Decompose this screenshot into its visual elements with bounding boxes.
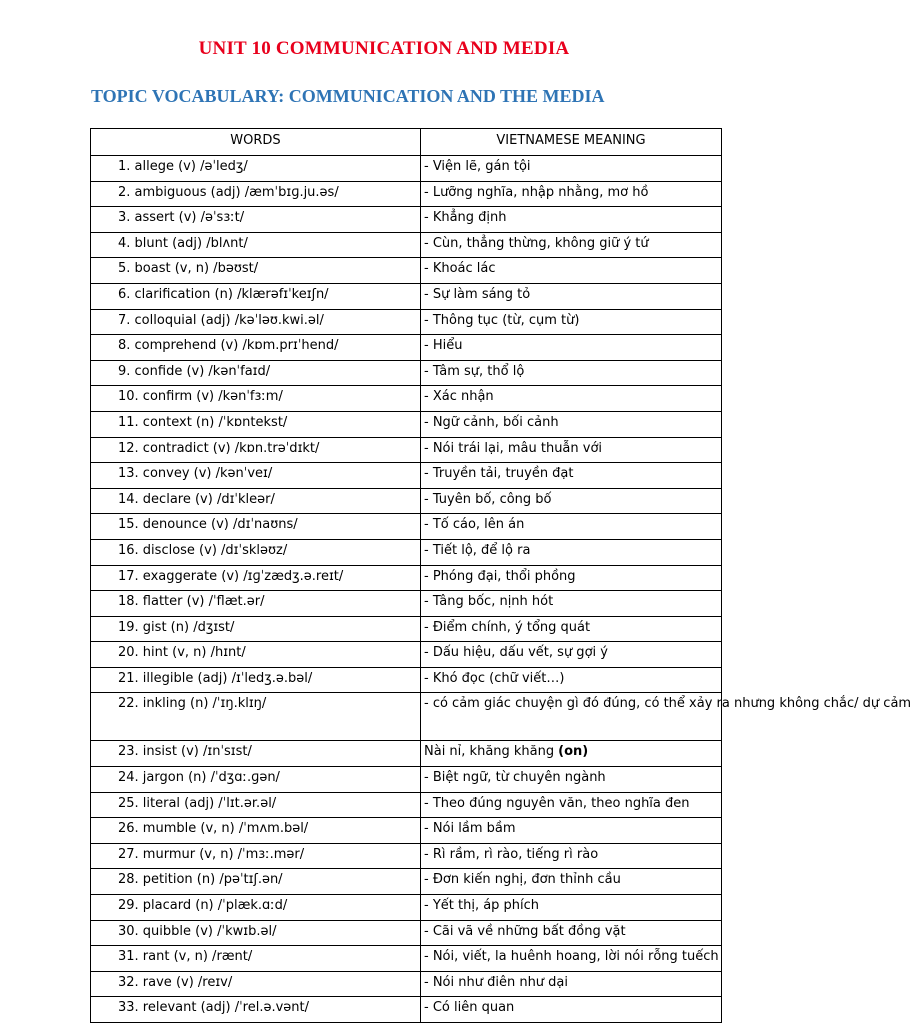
- word-cell: 22. inkling (n) /ˈɪŋ.klɪŋ/: [91, 693, 421, 741]
- table-row: [91, 818, 722, 844]
- word-cell: 8. comprehend (v) /kɒm.prɪˈhend/: [91, 335, 421, 361]
- meaning-cell: - Hiểu: [421, 335, 722, 361]
- meaning-cell: - Nói như điên như dại: [421, 971, 722, 997]
- table-row: [91, 767, 722, 793]
- table-row: [91, 667, 722, 693]
- table-row: [91, 693, 722, 741]
- table-row: [91, 642, 722, 668]
- table-row: [91, 258, 722, 284]
- table-row: [91, 971, 722, 997]
- meaning-cell: - Biệt ngữ, từ chuyên ngành: [421, 767, 722, 793]
- meaning-preposition: (on): [558, 744, 589, 760]
- word-cell: 13. convey (v) /kənˈveɪ/: [91, 463, 421, 489]
- word-cell: 2. ambiguous (adj) /æmˈbɪɡ.ju.əs/: [91, 181, 421, 207]
- table-row: [91, 360, 722, 386]
- table-row: [91, 869, 722, 895]
- word-cell: 10. confirm (v) /kənˈfɜːm/: [91, 386, 421, 412]
- table-row: [91, 411, 722, 437]
- table-row: [91, 309, 722, 335]
- word-cell: 3. assert (v) /əˈsɜːt/: [91, 207, 421, 233]
- word-cell: 7. colloquial (adj) /kəˈləʊ.kwi.əl/: [91, 309, 421, 335]
- table-row: [91, 539, 722, 565]
- table-header-row: [91, 129, 722, 156]
- meaning-cell: - Lưỡng nghĩa, nhập nhằng, mơ hồ: [421, 181, 722, 207]
- word-cell: 21. illegible (adj) /ɪˈledʒ.ə.bəl/: [91, 667, 421, 693]
- meaning-cell: - Yết thị, áp phích: [421, 895, 722, 921]
- meaning-cell: - Khoác lác: [421, 258, 722, 284]
- meaning-cell: - Tố cáo, lên án: [421, 514, 722, 540]
- meaning-cell: - Tuyên bố, công bố: [421, 488, 722, 514]
- word-cell: 16. disclose (v) /dɪˈskləʊz/: [91, 539, 421, 565]
- meaning-cell: - Cãi vã về những bất đồng vặt: [421, 920, 722, 946]
- meaning-cell: - Nói, viết, la huênh hoang, lời nói rỗng tuếch: [421, 946, 722, 972]
- table-row: [91, 232, 722, 258]
- word-cell: 25. literal (adj) /ˈlɪt.ər.əl/: [91, 792, 421, 818]
- table-row: [91, 946, 722, 972]
- meaning-cell: - Phóng đại, thổi phồng: [421, 565, 722, 591]
- meaning-cell: - Khó đọc (chữ viết…): [421, 667, 722, 693]
- meaning-cell: - Tiết lộ, để lộ ra: [421, 539, 722, 565]
- table-row: [91, 386, 722, 412]
- meaning-text: Nài nỉ, khăng khăng: [424, 744, 555, 760]
- word-cell: 29. placard (n) /ˈplæk.ɑːd/: [91, 895, 421, 921]
- table-row: [91, 335, 722, 361]
- table-row: [91, 920, 722, 946]
- word-cell: 19. gist (n) /dʒɪst/: [91, 616, 421, 642]
- meaning-cell: - Thông tục (từ, cụm từ): [421, 309, 722, 335]
- word-cell: 18. flatter (v) /ˈflæt.ər/: [91, 591, 421, 617]
- meaning-cell: - Viện lẽ, gán tội: [421, 156, 722, 182]
- word-cell: 32. rave (v) /reɪv/: [91, 971, 421, 997]
- meaning-cell: - Nói trái lại, mâu thuẫn với: [421, 437, 722, 463]
- table-row: [91, 156, 722, 182]
- topic-title: TOPIC VOCABULARY: COMMUNICATION AND THE MEDIA: [91, 86, 605, 106]
- word-cell: 5. boast (v, n) /bəʊst/: [91, 258, 421, 284]
- meaning-cell: - Theo đúng nguyên văn, theo nghĩa đen: [421, 792, 722, 818]
- table-row: [91, 514, 722, 540]
- meaning-cell: - Ngữ cảnh, bối cảnh: [421, 411, 722, 437]
- unit-title: UNIT 10 COMMUNICATION AND MEDIA: [198, 38, 570, 59]
- word-cell: 20. hint (v, n) /hɪnt/: [91, 642, 421, 668]
- table-row: [91, 895, 722, 921]
- word-cell: 1. allege (v) /əˈledʒ/: [91, 156, 421, 182]
- meaning-cell: - Tâng bốc, nịnh hót: [421, 591, 722, 617]
- meaning-cell: [421, 741, 722, 767]
- meaning-cell: - Rì rầm, rì rào, tiếng rì rào: [421, 843, 722, 869]
- header-words: WORDS: [91, 129, 421, 156]
- word-cell: 23. insist (v) /ɪnˈsɪst/: [91, 741, 421, 767]
- word-cell: 28. petition (n) /pəˈtɪʃ.ən/: [91, 869, 421, 895]
- table-body: [91, 156, 911, 1023]
- meaning-cell: - Đơn kiến nghị, đơn thỉnh cầu: [421, 869, 722, 895]
- meaning-cell: - Xác nhận: [421, 386, 722, 412]
- table-row: [91, 792, 722, 818]
- table-row: [91, 463, 722, 489]
- table-row: [91, 741, 722, 767]
- word-cell: 24. jargon (n) /ˈdʒɑː.ɡən/: [91, 767, 421, 793]
- meaning-cell: - Dấu hiệu, dấu vết, sự gợi ý: [421, 642, 722, 668]
- meaning-cell: - Nói lầm bầm: [421, 818, 722, 844]
- word-cell: 26. mumble (v, n) /ˈmʌm.bəl/: [91, 818, 421, 844]
- meaning-cell: - Có liên quan: [421, 997, 722, 1023]
- meaning-cell: - Khẳng định: [421, 207, 722, 233]
- word-cell: 33. relevant (adj) /ˈrel.ə.vənt/: [91, 997, 421, 1023]
- meaning-cell: - Cùn, thẳng thừng, không giữ ý tứ: [421, 232, 722, 258]
- word-cell: 27. murmur (v, n) /ˈmɜː.mər/: [91, 843, 421, 869]
- table-row: [91, 207, 722, 233]
- table-row: [91, 181, 722, 207]
- table-row: [91, 565, 722, 591]
- word-cell: 4. blunt (adj) /blʌnt/: [91, 232, 421, 258]
- meaning-cell: - Điểm chính, ý tổng quát: [421, 616, 722, 642]
- meaning-cell: - Tâm sự, thổ lộ: [421, 360, 722, 386]
- word-cell: 17. exaggerate (v) /ɪɡˈzædʒ.ə.reɪt/: [91, 565, 421, 591]
- table-row: [91, 843, 722, 869]
- word-cell: 14. declare (v) /dɪˈkleər/: [91, 488, 421, 514]
- word-cell: 15. denounce (v) /dɪˈnaʊns/: [91, 514, 421, 540]
- word-cell: 31. rant (v, n) /rænt/: [91, 946, 421, 972]
- header-vietnamese-meaning: VIETNAMESE MEANING: [421, 129, 722, 156]
- table-row: [91, 591, 722, 617]
- table-row: [91, 488, 722, 514]
- word-cell: 9. confide (v) /kənˈfaɪd/: [91, 360, 421, 386]
- word-cell: 11. context (n) /ˈkɒntekst/: [91, 411, 421, 437]
- table-row: [91, 616, 722, 642]
- meaning-cell: - có cảm giác chuyện gì đó đúng, có thể xảy ra nhưng không chắc/ dự cảm: [421, 693, 722, 741]
- table-row: [91, 437, 722, 463]
- word-cell: 6. clarification (n) /klærəfɪˈkeɪʃn/: [91, 283, 421, 309]
- word-cell: 12. contradict (v) /kɒn.trəˈdɪkt/: [91, 437, 421, 463]
- meaning-cell: - Truyền tải, truyền đạt: [421, 463, 722, 489]
- word-cell: 30. quibble (v) /ˈkwɪb.əl/: [91, 920, 421, 946]
- table-row: [91, 283, 722, 309]
- vocabulary-table: [90, 128, 911, 1023]
- meaning-cell: - Sự làm sáng tỏ: [421, 283, 722, 309]
- table-row: [91, 997, 722, 1023]
